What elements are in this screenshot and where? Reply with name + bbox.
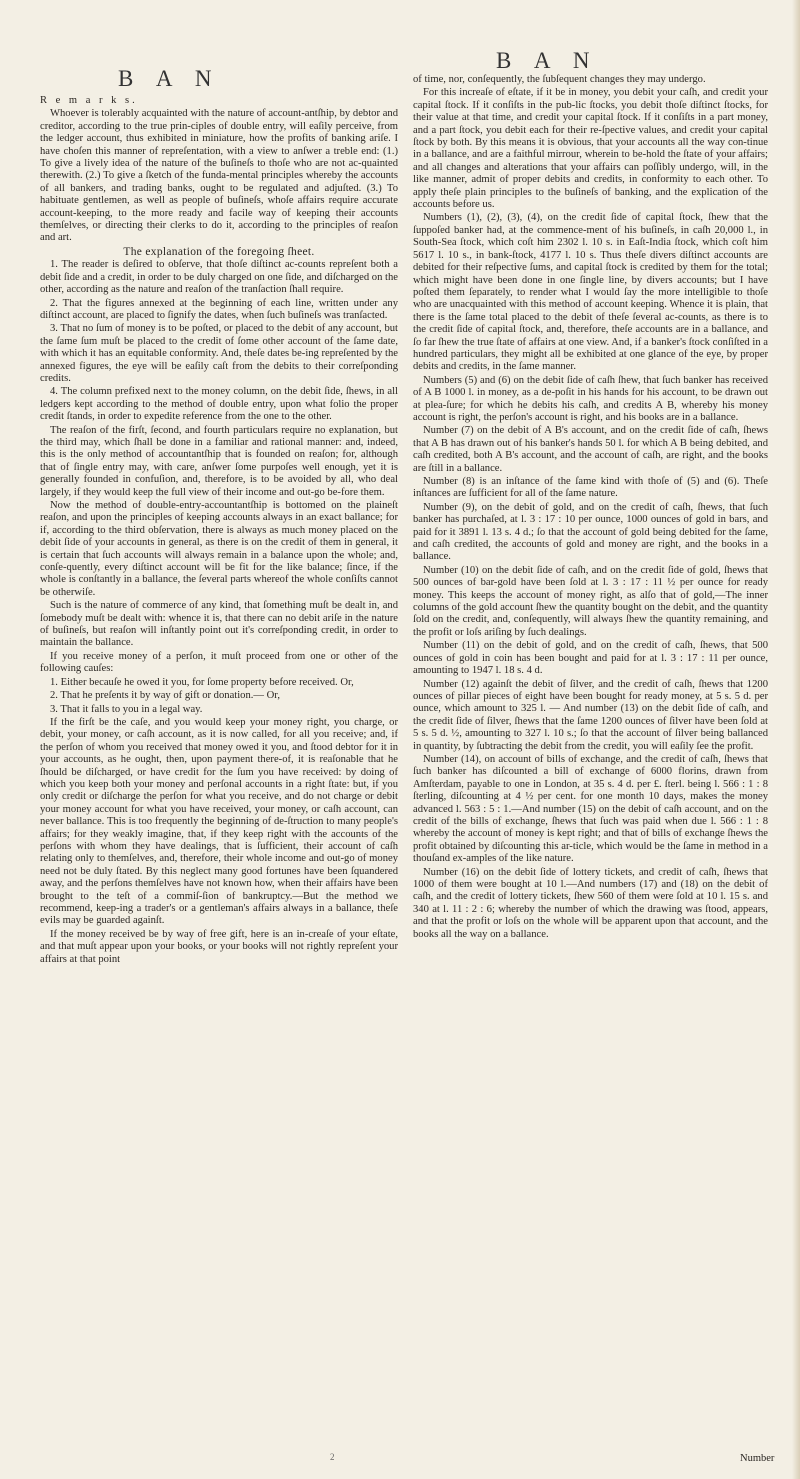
paragraph: 1. The reader is deſired to obſerve, that thoſe diſtinct ac-counts repreſent both a debit ſide and a credit, in order to be duly charged on one ſide, and diſcharged on the other, according as the nature and reaſon of the tranſaction ſhall require. <box>40 259 398 296</box>
paragraph: 1. Either becauſe he owed it you, for ſome property before received. Or, <box>50 676 354 688</box>
running-head-left: B A N <box>118 66 221 91</box>
right-column <box>413 74 768 942</box>
paragraph: Now the method of double-entry-accountantſhip is bottomed on the plaineſt reaſon, and upon the principles of keeping accounts always in an exact ballance; for if, according to the third obſervation, there is always as much money placed on the debit ſide of your accounts in general, as there is on the credit of them in general, it is certain that ſuch accounts will always remain in a balance upon the whole; and, conſe-quently, every diſtinct account will be fit for the like balance; ſince, if the whole is conſtantly in a ballance, the ſeveral parts whereof the whole conſiſts cannot be otherwiſe. <box>40 500 398 598</box>
paragraph: Number (12) againſt the debit of ſilver, and the credit of caſh, ſhews that 1200 ounces of pillar pieces of eight have been bought for ready money, at 5 s. 5 d. per ounce, which amount to 325 l. — And number (13) on the debit ſide of caſh, and the credit ſide of ſilver, ſhews that the ſame 1200 ounces of ſilver have been ſold at 5 s. 5 d. ½, amounting to 327 l. 10 s.; ſo that the account of ſilver being ballanced in quantity, by ſubtracting the debit from the credit, you will eaſily ſee the profit. <box>413 678 768 752</box>
paragraph: If the money received be by way of free gift, here is an in-creaſe of your eſtate, and that muſt appear upon your books, or your books will not rightly repreſent your affairs at that point <box>40 928 398 965</box>
paragraph: For this increaſe of eſtate, if it be in money, you debit your caſh, and credit your capital ſtock. If it conſiſts in the pub-lic ſtocks, you debit thoſe diſtinct ſtocks, for their value at that time, and credit your capital ſtock. If it conſiſts in a part money, and a part ſtock, you debit each for their re-ſpective values, and credit your capital ſtock by both. By this means it is obvious, that your accounts all the way con-tinue in a ballance, and are a faithful mirrour, wherein to be-hold the ſtate of your affairs; and all changes and alterations that your affairs can poſſibly undergo, will, in the like manner, admit of proper debits and credits, in conformity to each other. To apply theſe plain principles to the buſineſs of banking, and the explication of the accounts before us. <box>413 87 768 211</box>
remarks-heading: R e m a r k s. <box>40 95 138 106</box>
paragraph: Number (10) on the debit ſide of caſh, and on the credit ſide of gold, ſhews that 500 ounces of bar-gold have been ſold at l. 3 : 17 : 11 ½ per ounce for ready money. This keeps the account of money right, as alſo that of gold,—The inner columns of the gold account ſhew the quantity bought on the debit, and the quantity ſold on the credit, and, conſequently, will always ſhew the quantity remaining, and the profit or loſs ariſing by ſuch dealings. <box>413 564 768 638</box>
paragraph: Such is the nature of commerce of any kind, that ſomething muſt be dealt in, and ſomebody muſt be dealt with: whence it is, that there can no debit ariſe in the nature of buſineſs, but reaſon will inſtantly point out it's correſponding credit, in order to maintain the ballance. <box>40 600 398 649</box>
catchword: Number <box>740 1453 775 1464</box>
remarks-intro: Whoever is tolerably acquainted with the nature of account-antſhip, by debtor and creditor, according to the true prin-ciples of double entry, will eaſily perceive, from the ledger account, thus exhibited in miniature, how the profits of banking ariſe. I have choſen this manner of repreſentation, with a view to anſwer a treble end: (1.) To give a lively idea of the nature of the buſineſs to thoſe who are not ac-quainted therewith. (2.) To give a ſketch of the funda-mental principles whereby the accounts of all bankers, and trading banks, ought to be regulated and adjuſted. (3.) To habituate gentlemen, as well as people of buſineſs, whoſe affairs require accurate account-keeping, to the more ready and facile way of keeping their accounts themſelves, or directing their clerks to do it, according to the principles of reaſon and art. <box>40 108 398 244</box>
paragraph: If the firſt be the caſe, and you would keep your money right, you charge, or debit, your money, or caſh account, as it is now called, for all you receive; and, if the perſon of whom you received that money owed it you, and ſtood debtor for it in your accounts, as he ought, then, upon payment there-of, it is reaſonable that he ſhould be diſcharged, or have credit for the ſum you have received: by doing of which you keep both your money and perſonal accounts in a right ſtate: but, if you only credit or diſcharge the perſon for what you receive, and do not charge or debit your money account for what you have received, your money, or caſh account, can never ballance. This is too frequently the beginning of de-ſtruction to many people's affairs; for they weakly imagine, that, if they keep right with the accounts of the perſons with whom they have dealings, that is ſufficient, their account of caſh relating only to themſelves, and, therefore, their whole income and out-go of money need not be duly ſtated. By this neglect many good fortunes have been ſquandered away, and the perſons themſelves have not known how, when their affairs have been brought to the teſt of a commiſ-ſion of bankruptcy.—But the method we recommend, keep-ing a trader's or a gentleman's affairs always in a ballance, theſe evils may be guarded againſt. <box>40 716 398 927</box>
paragraph: of time, nor, conſequently, the ſubſequent changes they may undergo. <box>413 74 706 85</box>
paragraph: 4. The column prefixed next to the money column, on the debit ſide, ſhews, in all ledgers kept according to the method of double entry, upon what folio the proper credit ſtands, in order to expedite reference from the one to the other. <box>40 386 398 423</box>
paragraph: 3. That it falls to you in a legal way. <box>50 703 203 715</box>
paragraph: 2. That he preſents it by way of gift or donation.— Or, <box>50 690 281 702</box>
left-column <box>40 95 398 967</box>
signature-mark: 2 <box>330 1452 335 1462</box>
paragraph: Numbers (1), (2), (3), (4), on the credit ſide of capital ſtock, ſhew that the ſuppoſed banker had, at the commence-ment of his buſineſs, in caſh 20,000 l., in South-Sea ſtock, which coſt him 2302 l. 10 s. in Eaſt-India ſtock, which coſt him 5617 l. 10 s., in bank-ſtock, 4177 l. 10 s. Thus theſe divers diſtinct accounts are debited for their reſpective ſums, and capital ſtock is credited by them for the total; which might have been done in one ſingle line, by divers accounts; but I have poſted them ſeparately, to render what I would ſay the more intelligible to thoſe who are unacquainted with this method of account keeping. Whence it is plain, that there is the ſame total placed to the debit of theſe ſeveral ac-counts, as there is to the credit ſide of capital ſtock, and, therefore, theſe accounts are in a ballance, and ſo far ſhew the true ſtate of affairs at one view. And, if a banker's ſtock conſiſted in a hundred particulars, they might all be exhibited at one glance of the eye, by proper debits and credits, in the ſame manner. <box>413 212 768 373</box>
paragraph: Number (11) on the debit of gold, and on the credit of caſh, ſhews, that 500 ounces of gold in coin has been bought and paid for at l. 3 : 17 : 11 per ounce, amounting to 1947 l. 18 s. 4 d. <box>413 640 768 677</box>
paragraph: Number (9), on the debit of gold, and on the credit of caſh, ſhews, that ſuch banker has purchaſed, at l. 3 : 17 : 10 per ounce, 1000 ounces of gold in bars, and paid for it 3891 l. 13 s. 4 d.; ſo that the account of gold being debited for the ſame, and caſh credited, the accounts of gold and money are right, and the books in a ballance. <box>413 501 768 563</box>
paragraph: 2. That the figures annexed at the beginning of each line, written under any diſtinct account, are placed to ſignify the dates, when ſuch buſineſs was tranſacted. <box>40 297 398 321</box>
paragraph: 3. That no ſum of money is to be poſted, or placed to the debit of any account, but the ſame ſum muſt be placed to the credit of ſome other account of the ſame date, with which it has an equitable conformity. And, theſe dates be-ing repreſented by the annexed figures, the eye will be eaſily caſt from the debits to their correſponding credits. <box>40 323 398 384</box>
paragraph: If you receive money of a perſon, it muſt proceed from one or other of the following cauſes: <box>40 650 398 675</box>
paragraph: Number (8) is an inſtance of the ſame kind with thoſe of (5) and (6). Theſe inſtances are ſufficient for all of the ſame nature. <box>413 476 768 500</box>
paragraph: Numbers (5) and (6) on the debit ſide of caſh ſhew, that ſuch banker has received of A B 1000 l. in money, as a de-poſit in his hands for his account, to be drawn out at plea-ſure; for which he debits his caſh, and credits A B, whereby his money account is right, the perſon's account is right, and his books are in a ballance. <box>413 374 768 423</box>
page-edge-shadow <box>792 0 800 1479</box>
running-head-right: B A N <box>496 48 599 73</box>
paragraph: The reaſon of the firſt, ſecond, and fourth particulars require no explanation, but the third may, which ſhall be done in a familiar and rational manner: and, indeed, this is the only method of accountantſhip that is founded on reaſon; for, although that of ſingle entry may, with care, anſwer ſome purpoſes well enough, yet it is generally founded in confuſion, and, therefore, is to be avoided by all, who deal largely, if they would keep the full view of their income and out-go be-fore them. <box>40 424 398 498</box>
paragraph: Number (7) on the debit of A B's account, and on the credit ſide of caſh, ſhews that A B has drawn out of his banker's hands 50 l. for which A B being debited, and caſh credited, both A B's account, and the account of caſh, are right, and the books are ſtill in a ballance. <box>413 425 768 474</box>
section-title: The explanation of the foregoing ſheet. <box>123 245 315 258</box>
paragraph: Number (16) on the debit ſide of lottery tickets, and credit of caſh, ſhews that 1000 of them were bought at 10 l.—And numbers (17) and (18) on the debit of caſh, and the credit of lottery tickets, ſhew 560 of them were ſold at 10 l. 15 s. and 340 at l. 11 : 2 : 6; whereby the number of which the drawing was ſtood, appears, and that the profit or loſs on the whole will be apparent upon that account, and the books all the way on a ballance. <box>413 866 768 940</box>
paragraph: Number (14), on account of bills of exchange, and the credit of caſh, ſhews that ſuch banker has diſcounted a bill of exchange of 6000 florins, drawn from Amſterdam, payable to one in London, at 35 s. 4 d. per £. ſterl. being l. 566 : 1 : 8 ſterling, diſcounting at 4 ½ per cent. for one month 10 days, makes the money advanced l. 563 : 5 : 1.—And number (15) on the debit of caſh account, and on the credit of the bills of exchange, ſhews that ſuch was paid when due l. 566 : 1 : 8 whereby the account of money is kept right; and that of bills of exchange ſhews the profit obtained by diſcounting this ar-ticle, which would be the ſame in method in a thouſand ex-amples of the like nature. <box>413 753 768 865</box>
